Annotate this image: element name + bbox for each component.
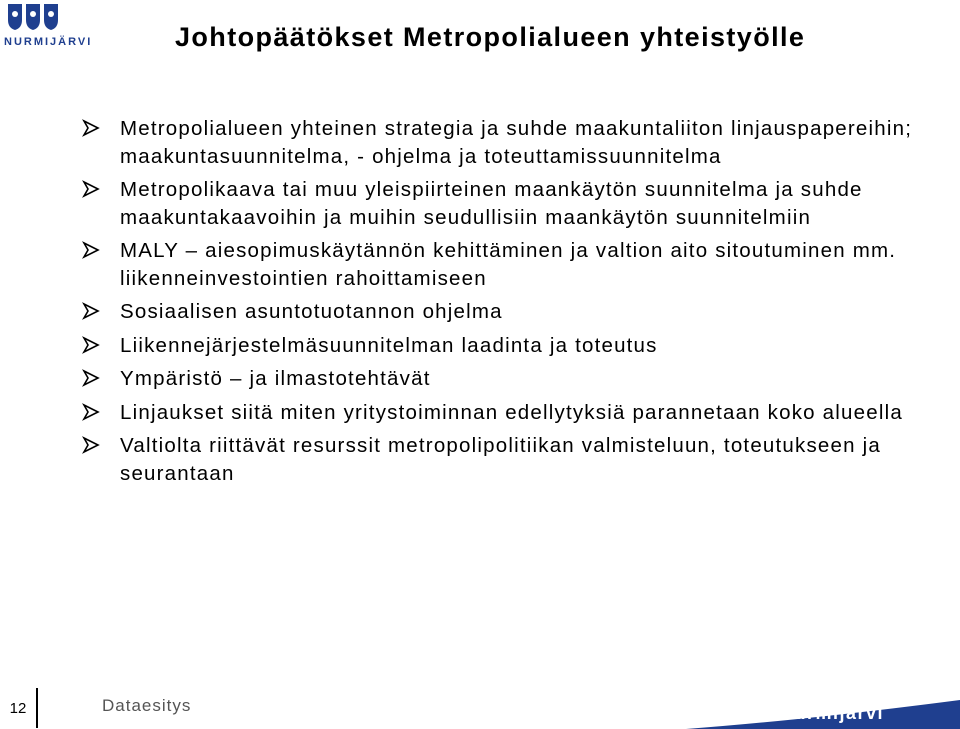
bullet-list <box>82 115 932 493</box>
page-title: Johtopäätökset Metropolialueen yhteistyölle <box>175 22 806 52</box>
list-item <box>82 432 932 487</box>
arrowhead-bullet-icon <box>82 302 100 320</box>
list-item-text: Metropolialueen yhteinen strategia ja suhde maakuntaliiton linjauspapereihin; maakuntasuunnitelma, - ohjelma ja toteuttamissuunnitelma <box>120 117 913 168</box>
arrowhead-bullet-icon <box>82 119 100 137</box>
footer-label: Dataesitys <box>102 696 192 715</box>
arrowhead-bullet-icon <box>82 241 100 259</box>
shield-icon <box>44 4 58 30</box>
list-item-text: Valtiolta riittävät resurssit metropolipolitiikan valmisteluun, toteutukseen ja seurantaan <box>120 434 881 485</box>
list-item <box>82 365 932 393</box>
list-item-text: Liikennejärjestelmäsuunnitelman laadinta ja toteutus <box>120 333 658 357</box>
shield-icon <box>26 4 40 30</box>
shield-icon <box>8 4 22 30</box>
arrowhead-bullet-icon <box>82 336 100 354</box>
logo-text: NURMIJÄRVI <box>4 36 93 48</box>
list-item <box>82 237 932 292</box>
arrowhead-bullet-icon <box>82 180 100 198</box>
list-item <box>82 298 932 326</box>
footer-brand: Nurmijärvi <box>779 703 884 723</box>
nurmijarvi-logo <box>0 0 130 50</box>
list-item-text: Ympäristö – ja ilmastotehtävät <box>120 367 431 390</box>
list-item-text: Linjaukset siitä miten yritystoiminnan edellytyksiä parannetaan koko alueella <box>120 400 903 424</box>
arrowhead-bullet-icon <box>82 403 100 421</box>
list-item-text: MALY – aiesopimuskäytännön kehittäminen ja valtion aito sitoutuminen mm. liikenneinvestointien rahoittamiseen <box>120 239 897 290</box>
list-item <box>82 176 932 231</box>
list-item-text: Metropolikaava tai muu yleispiirteinen maankäytön suunnitelma ja suhde maakuntakaavoihin ja muihin seudullisiin maankäytön suunnitelmiin <box>120 178 863 229</box>
arrowhead-bullet-icon <box>82 436 100 454</box>
page-number: 12 <box>0 688 38 728</box>
list-item-text: Sosiaalisen asuntotuotannon ohjelma <box>120 300 503 323</box>
list-item <box>82 399 932 427</box>
list-item <box>82 332 932 360</box>
list-item <box>82 115 932 170</box>
arrowhead-bullet-icon <box>82 369 100 387</box>
